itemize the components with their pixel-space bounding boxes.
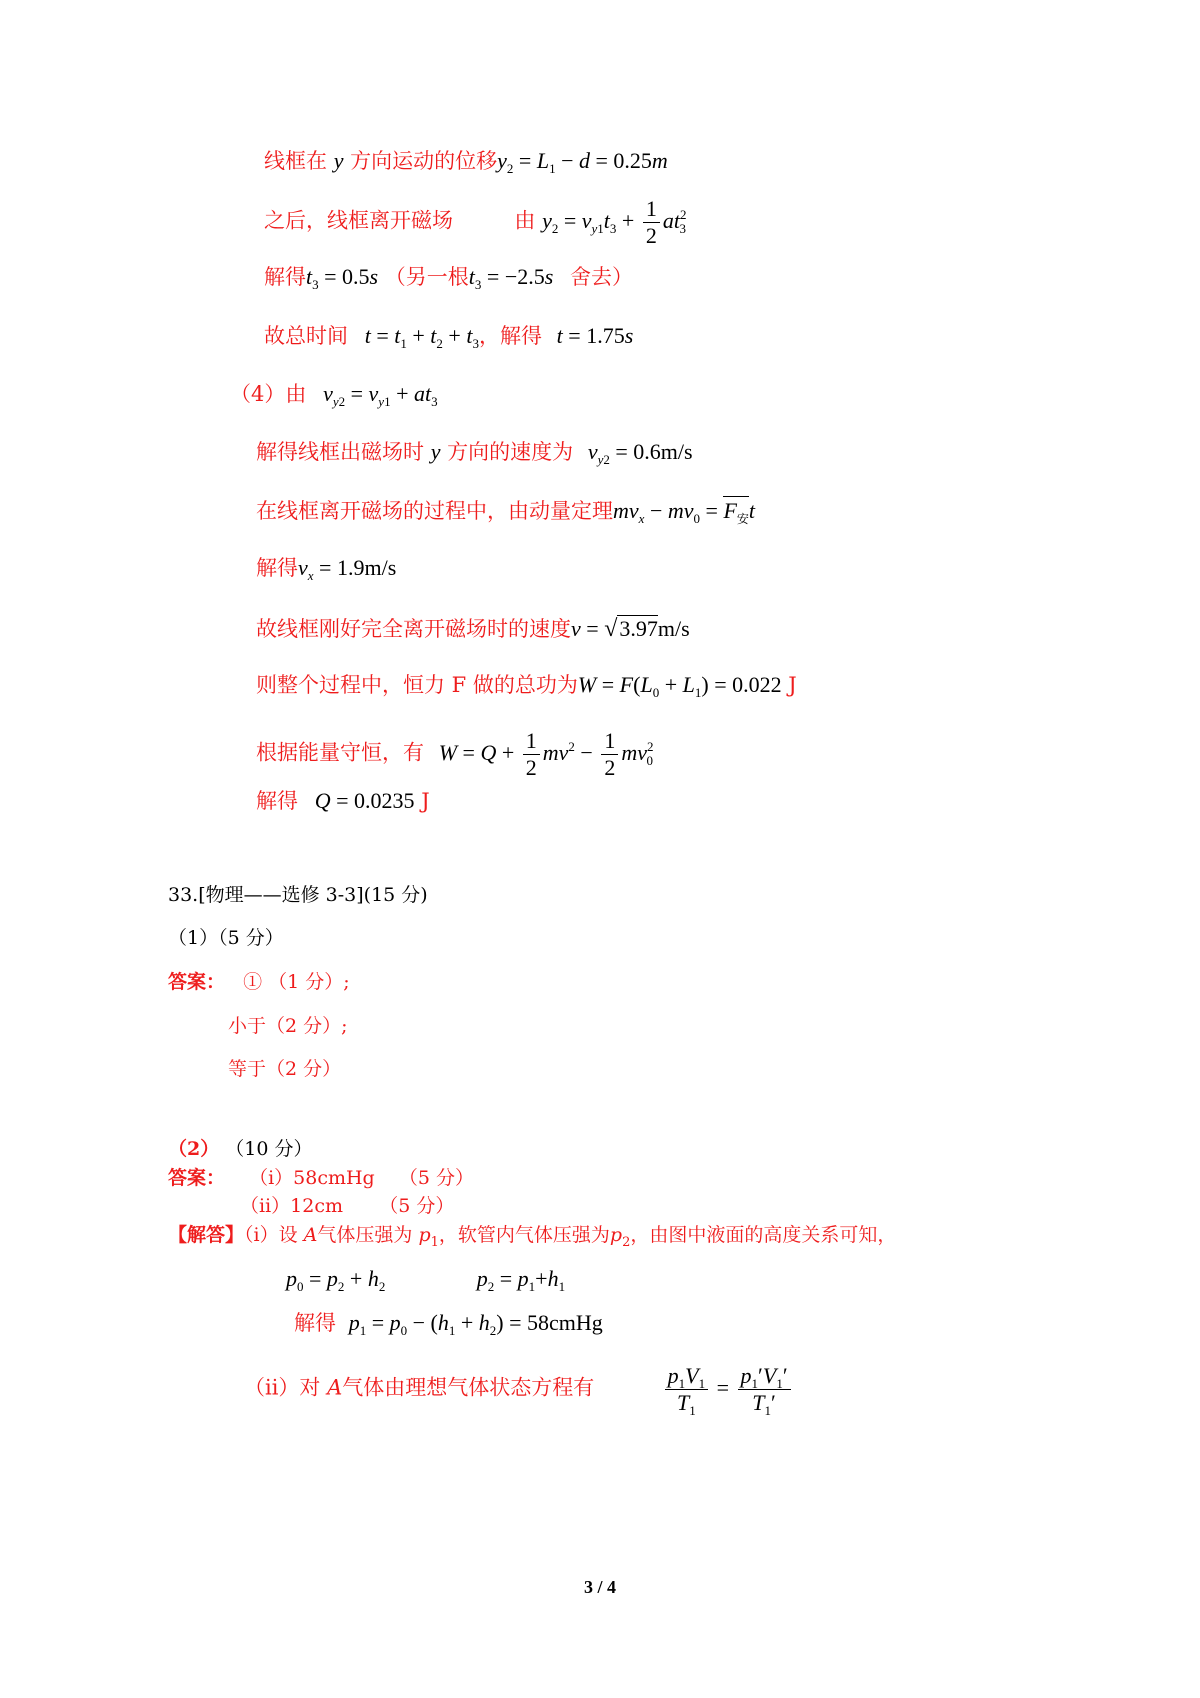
answer2: 答案： （ⅰ）58cmHg （5 分） [168,1167,474,1189]
solution-intro: 【解答】（ⅰ）设 A气体压强为 $p_1$，软管内气体压强为$p_2$，由图中液面的高度关系可知， [168,1224,897,1250]
part2-heading: （2） （10 分） [168,1138,313,1160]
section-title: 33.[物理——选修 3-3](15 分) [168,884,428,906]
line-final-speed: 故线框刚好完全离开磁场时的速度v = √3.97m/s [256,616,690,642]
page-number: 3 / 4 [583,1577,616,1597]
line-heat: 解得 Q = 0.0235 J [256,788,430,813]
answer1-item3: 等于（2 分） [228,1058,342,1080]
answer1: 答案： ① （1 分）; [168,971,350,993]
line-solve-t3: 解得$t_3 = 0.5s$ （另一根$t_3 = -2.5s$ 舍去） [264,264,634,292]
ideal-gas-line: （ⅱ）对 A气体由理想气体状态方程有 $\frac{p_1V_1}{T_1}$ = $\frac{p_1'V_1'}{T_1'}$ [244,1365,794,1414]
line-energy: 根据能量守恒，有 W = Q + $\frac{1}{2}$ $mv^2$ − $\frac{1}{2}$ $mv^2_0$ [256,728,654,780]
answer1-item2: 小于（2 分）; [228,1015,348,1037]
answer2-item2: （ⅱ）12cm （5 分） [240,1195,455,1217]
line-y-displacement: 线框在 y 方向运动的位移$y_2 = L_1 - d = 0.25m$ [264,148,668,176]
line-momentum: 在线框离开磁场的过程中，由动量定理$mv_x - mv_0 = F_安t$ [256,498,756,526]
line-vx: 解得$v_x = 1.9m/s$ [256,555,397,583]
line-part4: （4）由 $v_{y2} = v_{y1} + at_3$ [230,381,438,409]
line-total-time: 故总时间 $t = t_1 + t_2 + t_3$，解得 t = 1.75s [264,323,634,351]
pressure-result: 解得 $p_1 = p_0 - (h_1 + h_2)$ = 58cmHg [294,1310,603,1338]
line-work: 则整个过程中，恒力 F 做的总功为$W = F(L_0 + L_1) = 0.022$ J [256,672,797,700]
pressure-equations: $p_0 = p_2 + h_2$ $p_2 = p_1+h_1$ [286,1266,566,1294]
part1-heading: （1）（5 分） [168,927,284,949]
line-vy2: 解得线框出磁场时 y 方向的速度为 $v_{y2} = 0.6m/s$ [256,439,693,467]
line-leave-field: 之后，线框离开磁场 由 $y_2 = v_{y1}t_3$ + $\frac{1}{2}$ $at^2_3$ [264,196,687,248]
